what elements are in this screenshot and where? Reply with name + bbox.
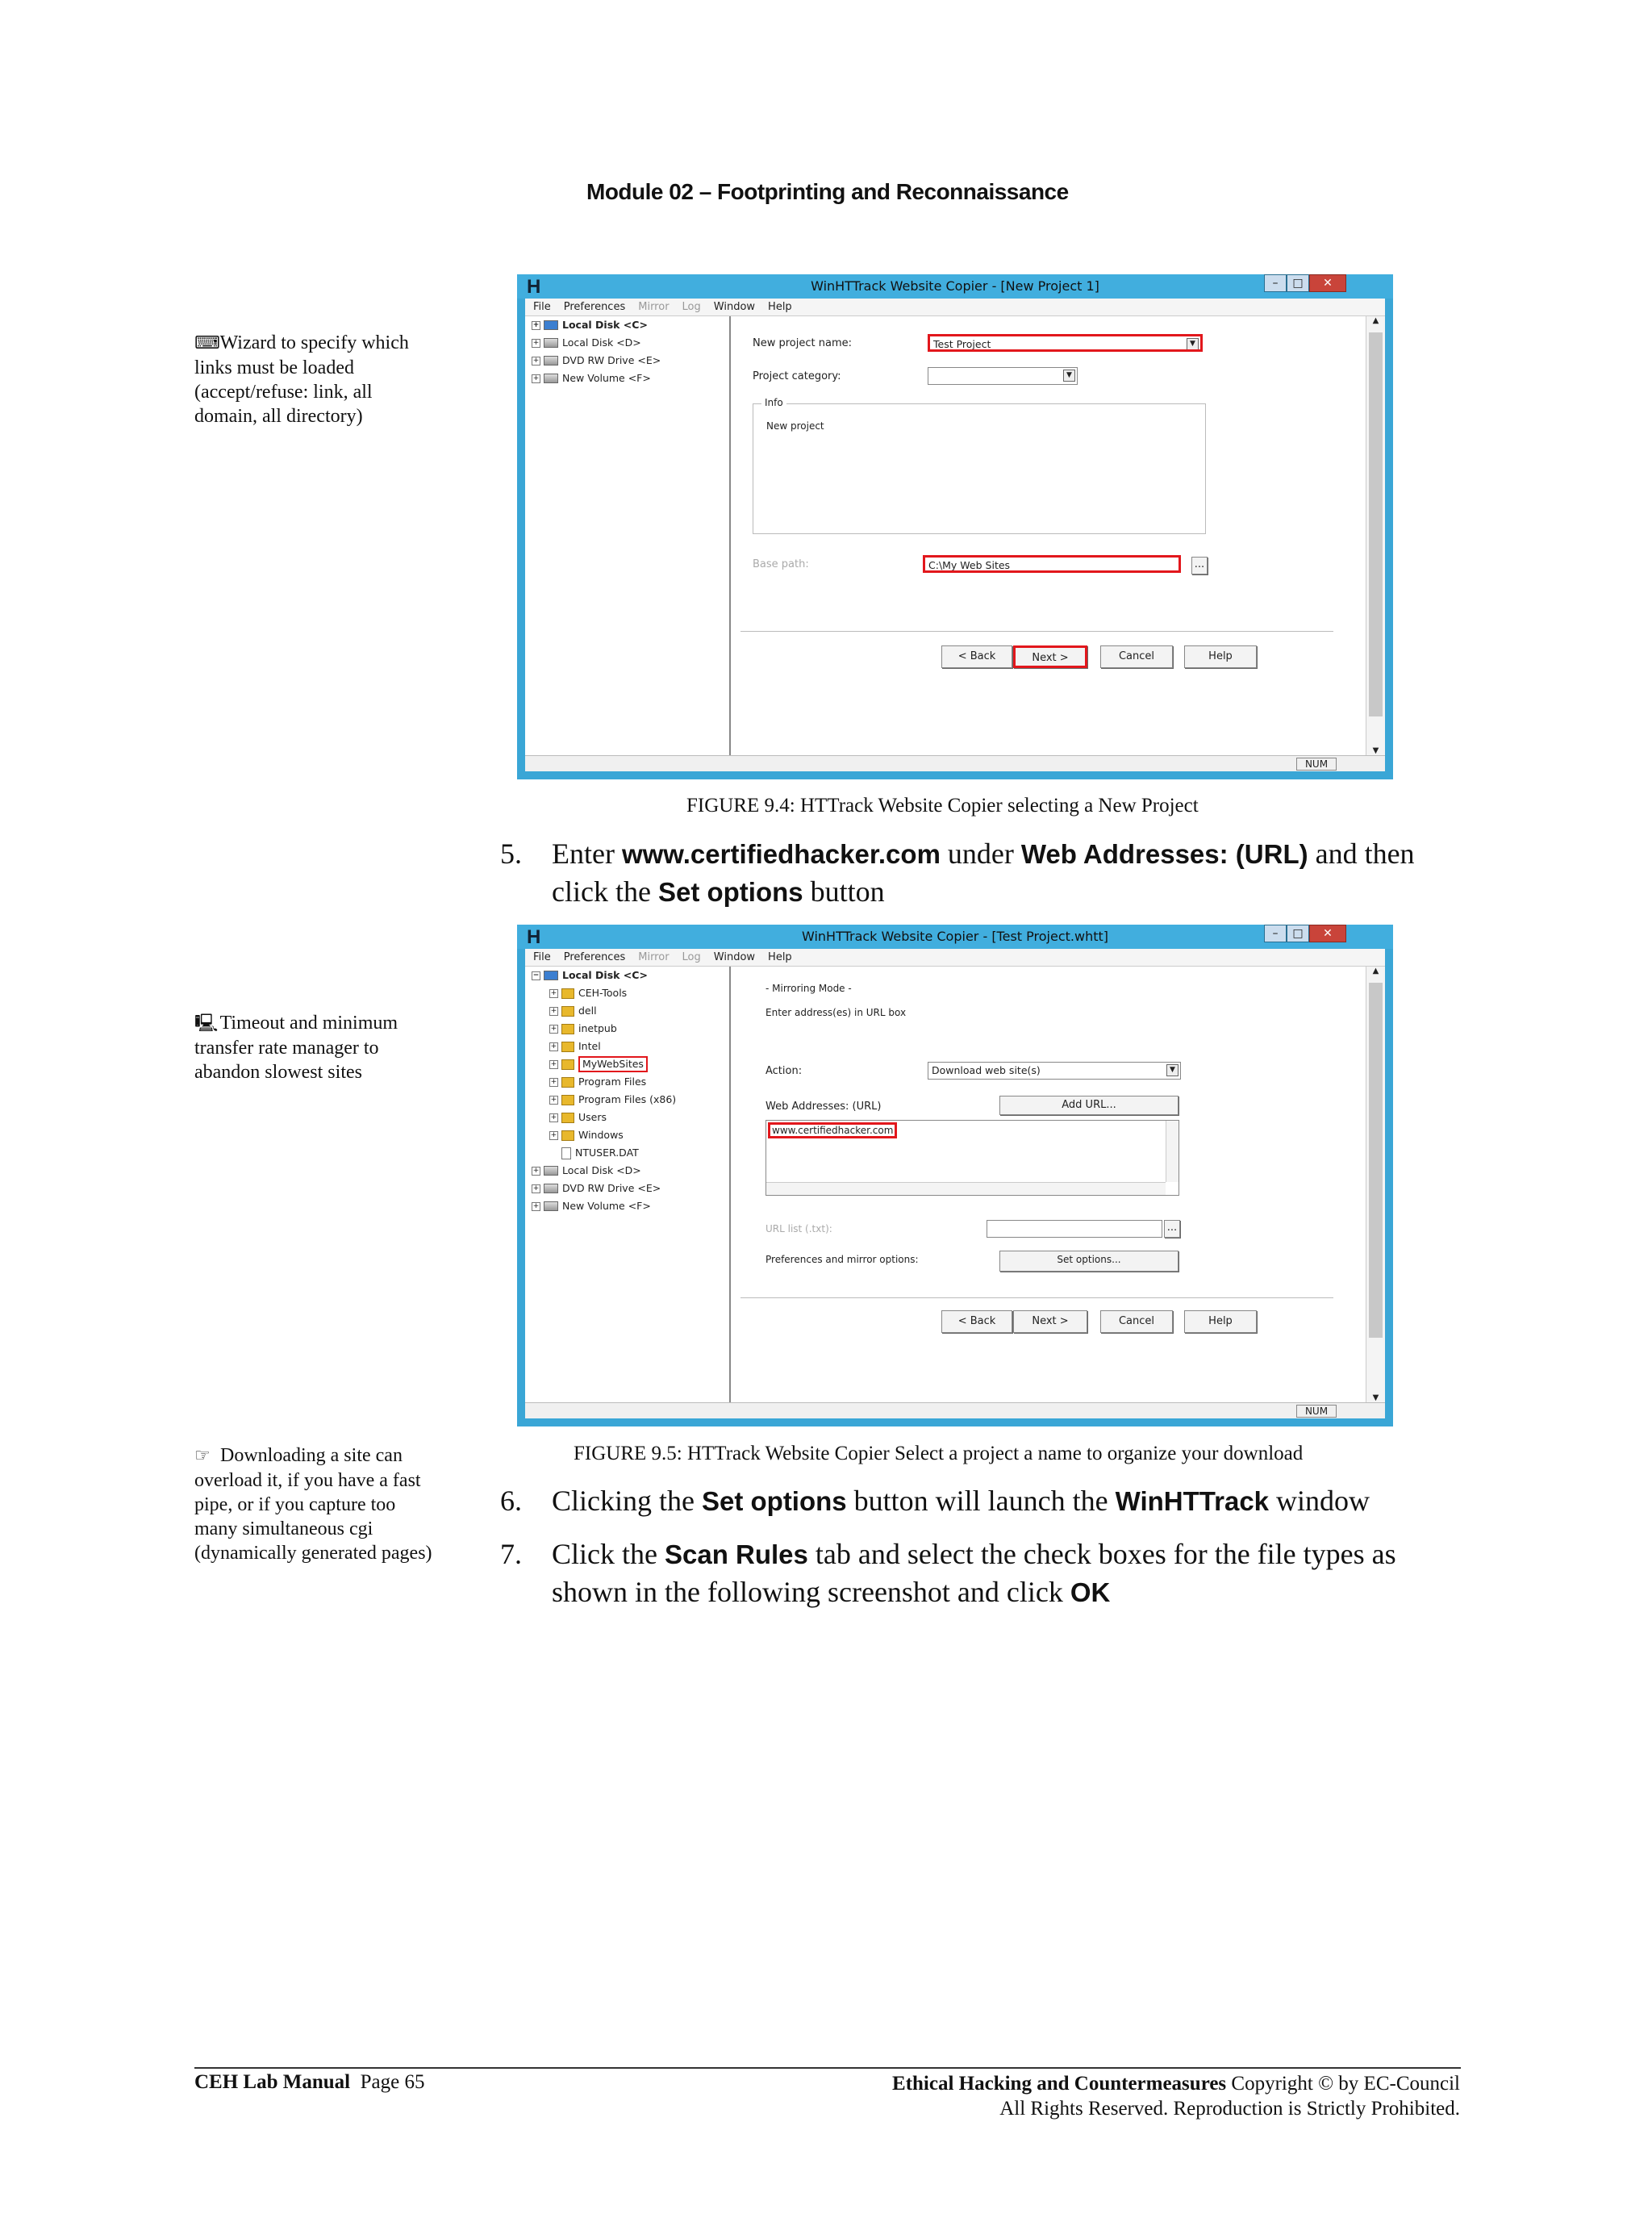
mirroring-mode-label: - Mirroring Mode -	[766, 983, 852, 994]
tree-item-folder[interactable]: + Users	[550, 1111, 607, 1123]
divider	[740, 631, 1333, 632]
minimize-icon[interactable]: –	[1264, 274, 1287, 292]
cancel-button[interactable]: Cancel	[1100, 1310, 1173, 1333]
folder-icon	[561, 988, 574, 999]
scroll-down-icon[interactable]: ▼	[1372, 1393, 1379, 1402]
tree-item-c[interactable]: − Local Disk <C>	[532, 969, 648, 981]
back-button[interactable]: < Back	[941, 1310, 1012, 1333]
tree-item-folder[interactable]: + dell	[550, 1005, 597, 1017]
url-scrollbar[interactable]	[1166, 1121, 1179, 1182]
url-hscrollbar[interactable]	[766, 1182, 1166, 1195]
window-title: WinHTTrack Website Copier - [Test Project.whtt]	[801, 929, 1108, 944]
expand-icon[interactable]: +	[532, 356, 540, 365]
sidebar-note-wizard: ⌨ Wizard to specify which links must be loaded (accept/refuse: link, all domain, all directory)	[194, 332, 409, 427]
chevron-down-icon[interactable]: ▼	[1063, 370, 1075, 382]
folder-icon	[561, 1059, 574, 1070]
expand-icon[interactable]: +	[550, 1095, 557, 1104]
expand-icon[interactable]: +	[550, 1077, 557, 1086]
drive-icon	[544, 320, 558, 330]
httrack-window-new-project	[517, 274, 1393, 779]
file-icon	[561, 1147, 571, 1159]
collapse-icon[interactable]: −	[532, 971, 540, 980]
figure-caption-9-4: FIGURE 9.4: HTTrack Website Copier selecting a New Project	[686, 795, 1199, 817]
help-button[interactable]: Help	[1184, 1310, 1257, 1333]
project-category-select[interactable]	[928, 367, 1078, 385]
expand-icon[interactable]: +	[532, 374, 540, 382]
footer-right: Ethical Hacking and Countermeasures Copyright © by EC-Council All Rights Reserved. Reproduction is Strictly Prohibited.	[892, 2073, 1460, 2120]
drive-icon	[544, 971, 558, 980]
wizard-panel	[731, 967, 1366, 1402]
monitor-icon: 🖳	[194, 1013, 219, 1034]
menu-log[interactable]: Log	[682, 301, 701, 313]
menu-preferences[interactable]: Preferences	[563, 301, 626, 313]
maximize-icon[interactable]: □	[1287, 925, 1309, 942]
vertical-scrollbar[interactable]	[1366, 967, 1385, 1402]
url-list-input[interactable]	[987, 1220, 1162, 1238]
menu-preferences[interactable]: Preferences	[563, 951, 626, 963]
folder-icon	[561, 1024, 574, 1034]
project-category-label: Project category:	[753, 370, 841, 382]
expand-icon[interactable]: +	[532, 1184, 540, 1193]
figure-caption-9-5: FIGURE 9.5: HTTrack Website Copier Select a project a name to organize your download	[574, 1443, 1304, 1464]
url-textarea[interactable]: www.certifiedhacker.com	[766, 1120, 1179, 1196]
base-path-label: Base path:	[753, 558, 809, 570]
folder-icon	[561, 1077, 574, 1088]
footer-divider	[194, 2067, 1461, 2069]
num-lock-indicator: NUM	[1296, 1405, 1337, 1418]
new-project-label: New project name:	[753, 337, 852, 349]
new-project-name-input[interactable]: Test Project ▼	[928, 334, 1203, 352]
help-button[interactable]: Help	[1184, 645, 1257, 668]
menu-window[interactable]: Window	[713, 301, 756, 313]
step-7: 7. Click the Scan Rules tab and select the check boxes for the file types as shown in the following screenshot and click OK	[500, 1538, 1396, 1608]
tree-item-e[interactable]: + DVD RW Drive <E>	[532, 1182, 661, 1194]
expand-icon[interactable]: +	[550, 1024, 557, 1033]
expand-icon[interactable]: +	[550, 1006, 557, 1015]
folder-icon	[561, 1113, 574, 1123]
status-bar	[525, 755, 1385, 771]
chevron-down-icon[interactable]: ▼	[1187, 338, 1199, 350]
vertical-scrollbar[interactable]	[1366, 316, 1385, 755]
tree-item-file[interactable]: NTUSER.DAT	[525, 1144, 729, 1162]
folder-icon	[561, 1006, 574, 1017]
title-bar	[517, 925, 1393, 949]
menu-log[interactable]: Log	[682, 951, 701, 963]
tree-item-folder[interactable]: + Windows	[550, 1129, 624, 1141]
scroll-up-icon[interactable]: ▲	[1372, 316, 1379, 325]
menu-help[interactable]: Help	[768, 951, 792, 963]
divider	[740, 1297, 1333, 1298]
step-6: 6. Clicking the Set options button will launch the WinHTTrack window	[500, 1485, 1370, 1517]
keyboard-icon: ⌨	[194, 333, 220, 353]
drive-tree	[525, 967, 731, 1402]
menu-window[interactable]: Window	[713, 951, 756, 963]
tree-item-f[interactable]: + New Volume <F>	[532, 1200, 651, 1212]
drive-icon	[544, 1201, 558, 1211]
drive-icon	[544, 374, 558, 383]
tree-item-d[interactable]: + Local Disk <D>	[532, 1164, 641, 1176]
window-title: WinHTTrack Website Copier - [New Project 1]	[811, 278, 1099, 294]
menu-bar	[525, 949, 1385, 967]
browse-button[interactable]: ...	[1164, 1220, 1180, 1238]
folder-icon	[561, 1095, 574, 1105]
httrack-window-test-project	[517, 925, 1393, 1426]
action-select[interactable]: Download web site(s) ▼	[928, 1062, 1181, 1080]
menu-mirror[interactable]: Mirror	[638, 951, 670, 963]
url-list-label: URL list (.txt):	[766, 1223, 832, 1234]
folder-icon	[561, 1042, 574, 1052]
tree-item-c[interactable]: + Local Disk <C>	[532, 319, 648, 331]
add-url-button[interactable]: Add URL...	[999, 1096, 1179, 1115]
httrack-logo-icon: H	[527, 276, 541, 298]
cancel-button[interactable]: Cancel	[1100, 645, 1173, 668]
tree-item-e[interactable]: + DVD RW Drive <E>	[532, 354, 661, 366]
scroll-down-icon[interactable]: ▼	[1372, 746, 1379, 755]
num-lock-indicator: NUM	[1296, 758, 1337, 771]
next-button[interactable]: Next >	[1013, 1310, 1087, 1333]
hand-point-icon: ☞	[194, 1446, 211, 1466]
expand-icon[interactable]: +	[550, 1059, 557, 1068]
next-button[interactable]: Next >	[1013, 645, 1087, 668]
sidebar-note-overload: ☞ Downloading a site can overload it, if you have a fast pipe, or if you capture too many simultaneous cgi (dynamically generated pages)	[194, 1445, 432, 1564]
chevron-down-icon[interactable]: ▼	[1166, 1064, 1179, 1076]
browse-button[interactable]: ...	[1191, 557, 1208, 574]
scroll-thumb[interactable]	[1369, 983, 1383, 1338]
expand-icon[interactable]: +	[550, 1042, 557, 1051]
expand-icon[interactable]: +	[532, 1201, 540, 1210]
menu-bar	[525, 299, 1385, 316]
drive-icon	[544, 1166, 558, 1176]
scroll-thumb[interactable]	[1369, 332, 1383, 716]
base-path-input[interactable]: C:\My Web Sites	[923, 555, 1181, 573]
set-options-button[interactable]: Set options...	[999, 1251, 1179, 1272]
drive-icon	[544, 338, 558, 348]
drive-tree	[525, 316, 731, 755]
tree-item-folder[interactable]: + Program Files	[550, 1076, 647, 1088]
title-bar	[517, 274, 1393, 299]
folder-icon	[561, 1130, 574, 1141]
dvd-drive-icon	[544, 1184, 558, 1193]
expand-icon[interactable]: +	[532, 1166, 540, 1175]
sidebar-note-timeout: 🖳 Timeout and minimum transfer rate manager to abandon slowest sites	[194, 1013, 398, 1083]
tree-item-f[interactable]: + New Volume <F>	[532, 372, 651, 384]
menu-file[interactable]: File	[533, 301, 551, 313]
info-label: Info	[761, 397, 786, 408]
status-bar	[525, 1402, 1385, 1418]
maximize-icon[interactable]: □	[1287, 274, 1309, 292]
tree-item-d[interactable]: + Local Disk <D>	[532, 336, 641, 349]
httrack-logo-icon: H	[527, 926, 541, 948]
footer-left: CEH Lab Manual Page 65	[194, 2071, 425, 2093]
dvd-drive-icon	[544, 356, 558, 365]
menu-file[interactable]: File	[533, 951, 551, 963]
scroll-up-icon[interactable]: ▲	[1372, 967, 1379, 975]
web-addresses-label: Web Addresses: (URL)	[766, 1101, 882, 1113]
page-header: Module 02 – Footprinting and Reconnaissance	[586, 179, 1069, 204]
tree-item-folder[interactable]: + Program Files (x86)	[550, 1093, 677, 1105]
expand-icon[interactable]: +	[532, 320, 540, 329]
back-button[interactable]: < Back	[941, 645, 1012, 668]
tree-item-mywebsites[interactable]: + MyWebSites	[525, 1055, 729, 1073]
prefs-label: Preferences and mirror options:	[766, 1254, 919, 1265]
info-text: New project	[766, 420, 824, 432]
info-group	[753, 397, 1206, 534]
step-5: 5. Enter www.certifiedhacker.com under Web Addresses: (URL) and then click the Set options button	[500, 837, 1415, 908]
menu-help[interactable]: Help	[768, 301, 792, 313]
wizard-panel	[731, 316, 1366, 755]
tree-item-folder[interactable]: + Intel	[550, 1040, 601, 1052]
tree-item-folder[interactable]: + CEH-Tools	[550, 987, 628, 999]
close-icon[interactable]: ✕	[1309, 274, 1346, 292]
close-icon[interactable]: ✕	[1309, 925, 1346, 942]
menu-mirror[interactable]: Mirror	[638, 301, 670, 313]
enter-address-label: Enter address(es) in URL box	[766, 1007, 907, 1018]
expand-icon[interactable]: +	[550, 1130, 557, 1139]
minimize-icon[interactable]: –	[1264, 925, 1287, 942]
expand-icon[interactable]: +	[550, 988, 557, 997]
expand-icon[interactable]: +	[550, 1113, 557, 1122]
action-label: Action:	[766, 1065, 803, 1077]
tree-item-folder[interactable]: + inetpub	[550, 1022, 617, 1034]
expand-icon[interactable]: +	[532, 338, 540, 347]
